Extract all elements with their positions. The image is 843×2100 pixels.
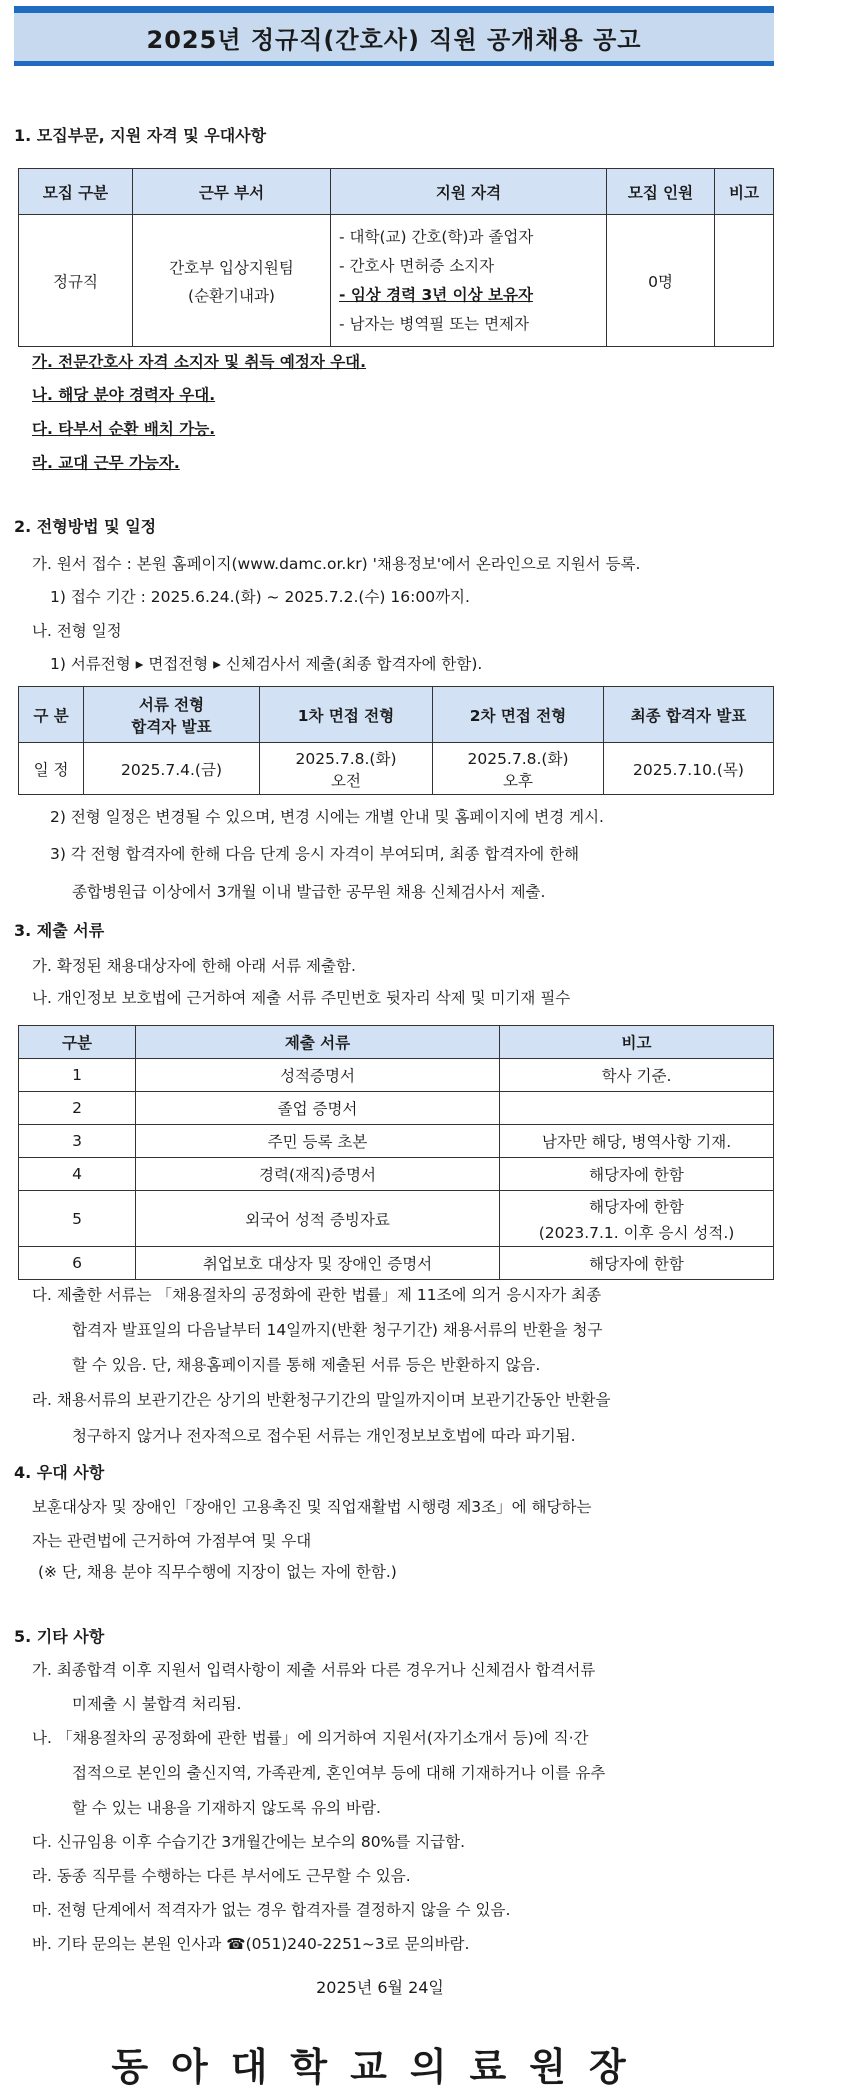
table-row: [19, 1191, 774, 1247]
table-row: [19, 1125, 774, 1158]
doc-no: 3: [19, 1125, 136, 1158]
documents-table: [18, 1025, 774, 1280]
s2-line: 나. 전형 일정: [32, 622, 122, 640]
s5-line: 바. 기타 문의는 본원 인사과 ☎(051)240-2251~3로 문의바람.: [32, 1935, 470, 1953]
doc-name: 취업보호 대상자 및 장애인 증명서: [136, 1247, 500, 1280]
pref-item: 가. 전문간호사 자격 소지자 및 취득 예정자 우대.: [32, 353, 367, 371]
sched-col-int2: 2차 면접 전형: [433, 687, 604, 743]
dept-line-2: (순환기내과): [188, 286, 275, 305]
sched-int1-date: [260, 743, 433, 795]
doc-note-line2: (2023.7.1. 이후 응시 성적.): [538, 1223, 735, 1242]
sched-col-doc-line2: 합격자 발표: [131, 717, 212, 736]
recruit-table: [18, 168, 774, 347]
notice-date: 2025년 6월 24일: [316, 1978, 444, 1997]
recruit-dept: [133, 215, 331, 347]
schedule-table: [18, 686, 774, 795]
doc-note-line1: 해당자에 한함: [589, 1197, 684, 1216]
s5-line: 가. 최종합격 이후 지원서 입력사항이 제출 서류와 다른 경우거나 신체검사 합격서류: [32, 1661, 596, 1679]
doc-no: 4: [19, 1158, 136, 1191]
sched-col-doc: [84, 687, 260, 743]
col-count: 모집 인원: [607, 169, 715, 215]
dept-line-1: 간호부 입상지원팀: [169, 258, 294, 277]
doc-name: 성적증명서: [136, 1059, 500, 1092]
section-4-heading: 4. 우대 사항: [14, 1463, 105, 1482]
sched-int2-time: 오후: [503, 771, 533, 790]
recruit-quals: [331, 215, 607, 347]
qual-item: - 남자는 병역필 또는 면제자: [339, 314, 530, 333]
doc-name: 졸업 증명서: [136, 1092, 500, 1125]
s3-line: 가. 확정된 채용대상자에 한해 아래 서류 제출함.: [32, 957, 356, 975]
title-banner: [14, 6, 774, 66]
s4-line: 보훈대상자 및 장애인「장애인 고용촉진 및 직업재활법 시행령 제3조」에 해당하는: [32, 1498, 592, 1516]
sched-col-int1: 1차 면접 전형: [260, 687, 433, 743]
s2-note: 2) 전형 일정은 변경될 수 있으며, 변경 시에는 개별 안내 및 홈페이지에 변경 게시.: [50, 808, 604, 826]
doc-note: 해당자에 한함: [500, 1158, 774, 1191]
sched-final-date: 2025.7.10.(목): [604, 743, 774, 795]
doc-col-no: 구분: [19, 1026, 136, 1059]
s5-line: 할 수 있는 내용을 기재하지 않도록 유의 바람.: [72, 1799, 381, 1817]
s5-line: 나. 「채용절차의 공정화에 관한 법률」에 의거하여 지원서(자기소개서 등)에 직·간: [32, 1729, 589, 1747]
s2-note: 종합병원급 이상에서 3개월 이내 발급한 공무원 채용 신체검사서 제출.: [72, 883, 546, 901]
s2-line: 1) 서류전형 ▸ 면접전형 ▸ 신체검사서 제출(최종 합격자에 한함).: [50, 655, 483, 673]
s5-line: 미제출 시 불합격 처리됨.: [72, 1695, 242, 1713]
sched-int2-date: [433, 743, 604, 795]
s5-line: 접적으로 본인의 출신지역, 가족관계, 혼인여부 등에 대해 기재하거나 이를 유추: [72, 1764, 606, 1782]
table-row: [19, 1158, 774, 1191]
table-row: [19, 1059, 774, 1092]
recruit-type: 정규직: [19, 215, 133, 347]
s3-para: 청구하지 않거나 전자적으로 접수된 서류는 개인정보보호법에 따라 파기됨.: [72, 1427, 576, 1445]
s5-line: 마. 전형 단계에서 적격자가 없는 경우 합격자를 결정하지 않을 수 있음.: [32, 1901, 511, 1919]
doc-name: 주민 등록 초본: [136, 1125, 500, 1158]
qual-item: - 간호사 면허증 소지자: [339, 256, 495, 275]
pref-item: 라. 교대 근무 가능자.: [32, 454, 180, 472]
sched-int2-day: 2025.7.8.(화): [467, 749, 569, 768]
pref-item: 나. 해당 분야 경력자 우대.: [32, 386, 216, 404]
doc-col-note: 비고: [500, 1026, 774, 1059]
col-note: 비고: [715, 169, 774, 215]
s3-para: 라. 채용서류의 보관기간은 상기의 반환청구기간의 말일까지이며 보관기간동안 반환을: [32, 1391, 611, 1409]
sched-col-final: 최종 합격자 발표: [604, 687, 774, 743]
section-3-heading: 3. 제출 서류: [14, 921, 105, 940]
section-2-heading: 2. 전형방법 및 일정: [14, 517, 157, 536]
sched-row-label: 일 정: [19, 743, 84, 795]
s4-line: (※ 단, 채용 분야 직무수행에 지장이 없는 자에 한함.): [38, 1563, 397, 1581]
s2-line: 가. 원서 접수 : 본원 홈페이지(www.damc.or.kr) '채용정보'에서 온라인으로 지원서 등록.: [32, 555, 641, 573]
doc-no: 1: [19, 1059, 136, 1092]
sched-doc-date: 2025.7.4.(금): [84, 743, 260, 795]
table-row: [19, 1247, 774, 1280]
doc-note: 해당자에 한함: [500, 1247, 774, 1280]
doc-no: 6: [19, 1247, 136, 1280]
recruit-count: 0명: [607, 215, 715, 347]
sched-int1-time: 오전: [331, 771, 361, 790]
doc-no: 5: [19, 1191, 136, 1247]
page-title: 2025년 정규직(간호사) 직원 공개채용 공고: [146, 25, 642, 54]
s3-para: 할 수 있음. 단, 채용홈페이지를 통해 제출된 서류 등은 반환하지 않음.: [72, 1356, 541, 1374]
col-type: 모집 구분: [19, 169, 133, 215]
doc-name: 경력(재직)증명서: [136, 1158, 500, 1191]
sched-int1-day: 2025.7.8.(화): [295, 749, 397, 768]
issuer-signature: 동아대학교의료원장: [111, 2044, 649, 2089]
s3-para: 합격자 발표일의 다음날부터 14일까지(반환 청구기간) 채용서류의 반환을 청구: [72, 1321, 603, 1339]
col-quals: 지원 자격: [331, 169, 607, 215]
s2-line: 1) 접수 기간 : 2025.6.24.(화) ~ 2025.7.2.(수) 16:00까지.: [50, 588, 470, 606]
table-row: [19, 1092, 774, 1125]
col-dept: 근무 부서: [133, 169, 331, 215]
section-5-heading: 5. 기타 사항: [14, 1627, 105, 1646]
s3-line: 나. 개인정보 보호법에 근거하여 제출 서류 주민번호 뒷자리 삭제 및 미기재 필수: [32, 989, 571, 1007]
section-1-heading: 1. 모집부문, 지원 자격 및 우대사항: [14, 126, 267, 145]
recruit-note: [715, 215, 774, 347]
s4-line: 자는 관련법에 근거하여 가점부여 및 우대: [32, 1532, 312, 1550]
doc-note: 남자만 해당, 병역사항 기재.: [500, 1125, 774, 1158]
doc-name: 외국어 성적 증빙자료: [136, 1191, 500, 1247]
s5-line: 라. 동종 직무를 수행하는 다른 부서에도 근무할 수 있음.: [32, 1867, 411, 1885]
sched-col-label: 구 분: [19, 687, 84, 743]
s3-para: 다. 제출한 서류는 「채용절차의 공정화에 관한 법률」제 11조에 의거 응시자가 최종: [32, 1286, 602, 1304]
doc-note: [500, 1092, 774, 1125]
qual-item: - 대학(교) 간호(학)과 졸업자: [339, 227, 534, 246]
doc-note: 학사 기준.: [500, 1059, 774, 1092]
pref-item: 다. 타부서 순환 배치 가능.: [32, 420, 216, 438]
s5-line: 다. 신규임용 이후 수습기간 3개월간에는 보수의 80%를 지급함.: [32, 1833, 466, 1851]
qual-item-emphasis: - 임상 경력 3년 이상 보유자: [339, 285, 533, 304]
sched-col-doc-line1: 서류 전형: [138, 695, 205, 714]
doc-col-name: 제출 서류: [136, 1026, 500, 1059]
doc-note: [500, 1191, 774, 1247]
doc-no: 2: [19, 1092, 136, 1125]
s2-note: 3) 각 전형 합격자에 한해 다음 단계 응시 자격이 부여되며, 최종 합격자에 한해: [50, 845, 580, 863]
